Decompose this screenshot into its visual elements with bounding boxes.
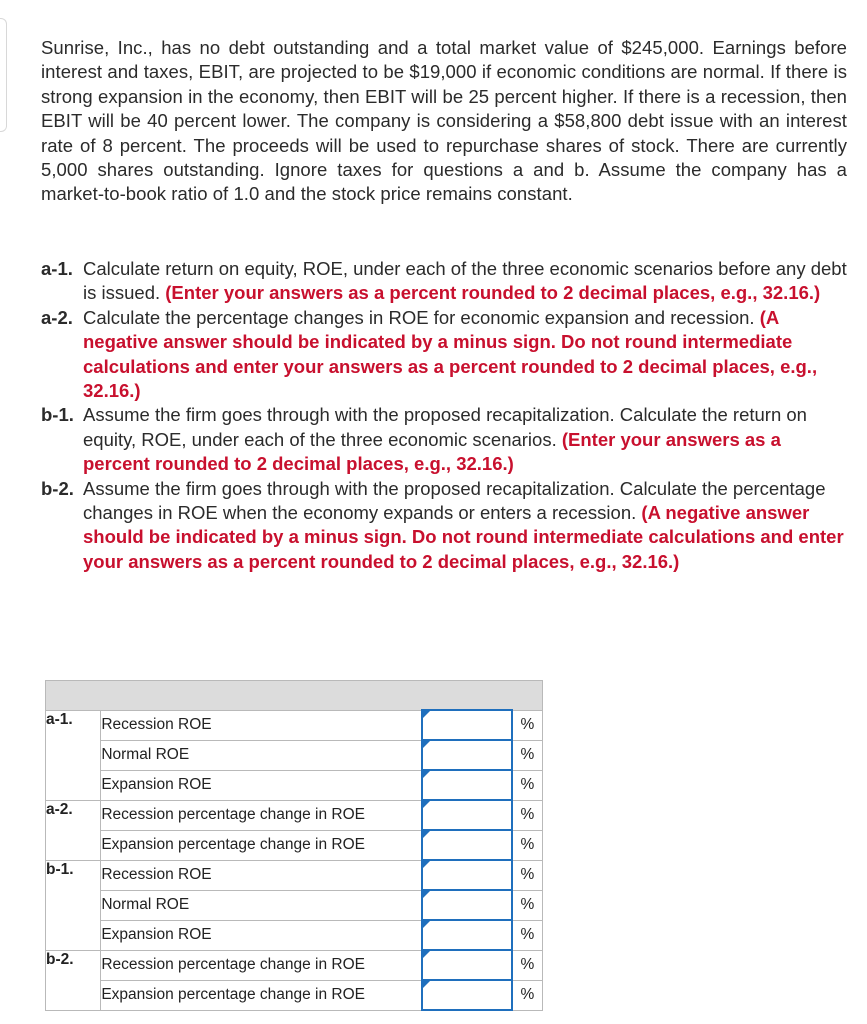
recession-change-input-b2[interactable]	[423, 951, 511, 979]
question-instruction: (A negative answer should be indicated by a minus sign. Do not round intermediate calculations and enter your answers as a percent rounded to 2 decimal places, e.g., 32.16.)	[83, 502, 844, 572]
percent-unit: %	[512, 950, 543, 980]
question-a1	[41, 257, 851, 306]
expansion-change-input-b2[interactable]	[423, 981, 511, 1009]
table-row	[46, 770, 543, 800]
table-row	[46, 920, 543, 950]
question-instruction: (Enter your answers as a percent rounded to 2 decimal places, e.g., 32.16.)	[165, 282, 821, 304]
row-label: Expansion ROE	[101, 920, 422, 950]
row-part-label: a-2.	[46, 800, 101, 860]
table-row	[46, 860, 543, 890]
percent-unit: %	[512, 800, 543, 830]
normal-roe-input-b1[interactable]	[423, 891, 511, 919]
percent-unit: %	[512, 920, 543, 950]
percent-unit: %	[512, 860, 543, 890]
answer-table-header	[46, 681, 543, 711]
question-label: a-1.	[41, 258, 73, 279]
percent-unit: %	[512, 890, 543, 920]
row-label: Expansion ROE	[101, 770, 422, 800]
percent-unit: %	[512, 740, 543, 770]
question-label: b-1.	[41, 404, 74, 426]
expansion-roe-input-a1[interactable]	[423, 771, 511, 799]
normal-roe-input-a1[interactable]	[423, 741, 511, 769]
question-text: Calculate return on equity, ROE, under each of the three economic scenarios before any debt is issued.	[83, 258, 847, 304]
table-row	[46, 950, 543, 980]
table-row	[46, 710, 543, 740]
row-label: Recession ROE	[101, 860, 422, 890]
row-part-label: b-1.	[46, 860, 101, 950]
question-text: Assume the firm goes through with the proposed recapitalization. Calculate the percentage changes in ROE when the economy expands or enters a recession.	[83, 477, 826, 524]
question-text: Assume the firm goes through with the proposed recapitalization. Calculate the return on equity, ROE, under each of the three economic scenarios.	[83, 404, 807, 450]
row-label: Recession percentage change in ROE	[101, 950, 422, 980]
row-label: Normal ROE	[101, 740, 422, 770]
question-b1	[41, 403, 851, 476]
table-row	[46, 980, 543, 1010]
question-list	[41, 257, 851, 574]
problem-statement: Sunrise, Inc., has no debt outstanding and a total market value of $245,000. Earnings before interest and taxes, EBIT, are projected to be $19,000 if economic conditions are normal. If there is strong expansion in the economy, then EBIT will be 25 percent higher. If there is a recession, then EBIT will be 40 percent lower. The company is considering a $58,800 debt issue with an interest rate of 8 percent. The proceeds will be used to repurchase shares of stock. There are currently 5,000 shares outstanding. Ignore taxes for questions a and b. Assume the company has a market-to-book ratio of 1.0 and the stock price remains constant.	[41, 37, 847, 205]
percent-unit: %	[512, 770, 543, 800]
question-b2	[41, 477, 851, 575]
panel-edge	[0, 18, 7, 132]
expansion-change-input-a2[interactable]	[423, 831, 511, 859]
row-label: Recession ROE	[101, 710, 422, 740]
percent-unit: %	[512, 710, 543, 740]
row-label: Expansion percentage change in ROE	[101, 830, 422, 860]
percent-unit: %	[512, 980, 543, 1010]
recession-roe-input-a1[interactable]	[423, 711, 511, 739]
row-label: Expansion percentage change in ROE	[101, 980, 422, 1010]
question-instruction: (A negative answer should be indicated by a minus sign. Do not round intermediate calculations and enter your answers as a percent rounded to 2 decimal places, e.g., 32.16.)	[83, 306, 818, 402]
recession-roe-input-b1[interactable]	[423, 861, 511, 889]
question-label: b-2.	[41, 477, 74, 499]
question-instruction: (Enter your answers as a percent rounded to 2 decimal places, e.g., 32.16.)	[83, 428, 781, 475]
row-label: Normal ROE	[101, 890, 422, 920]
question-a2	[41, 306, 851, 404]
question-label: a-2.	[41, 306, 73, 328]
table-row	[46, 740, 543, 770]
table-row	[46, 890, 543, 920]
row-part-label: a-1.	[46, 710, 101, 800]
question-text: Calculate the percentage changes in ROE for economic expansion and recession.	[83, 306, 755, 328]
percent-unit: %	[512, 830, 543, 860]
table-row	[46, 830, 543, 860]
row-part-label: b-2.	[46, 950, 101, 1010]
table-row	[46, 800, 543, 830]
answer-table	[45, 680, 543, 1011]
recession-change-input-a2[interactable]	[423, 801, 511, 829]
row-label: Recession percentage change in ROE	[101, 800, 422, 830]
expansion-roe-input-b1[interactable]	[423, 921, 511, 949]
